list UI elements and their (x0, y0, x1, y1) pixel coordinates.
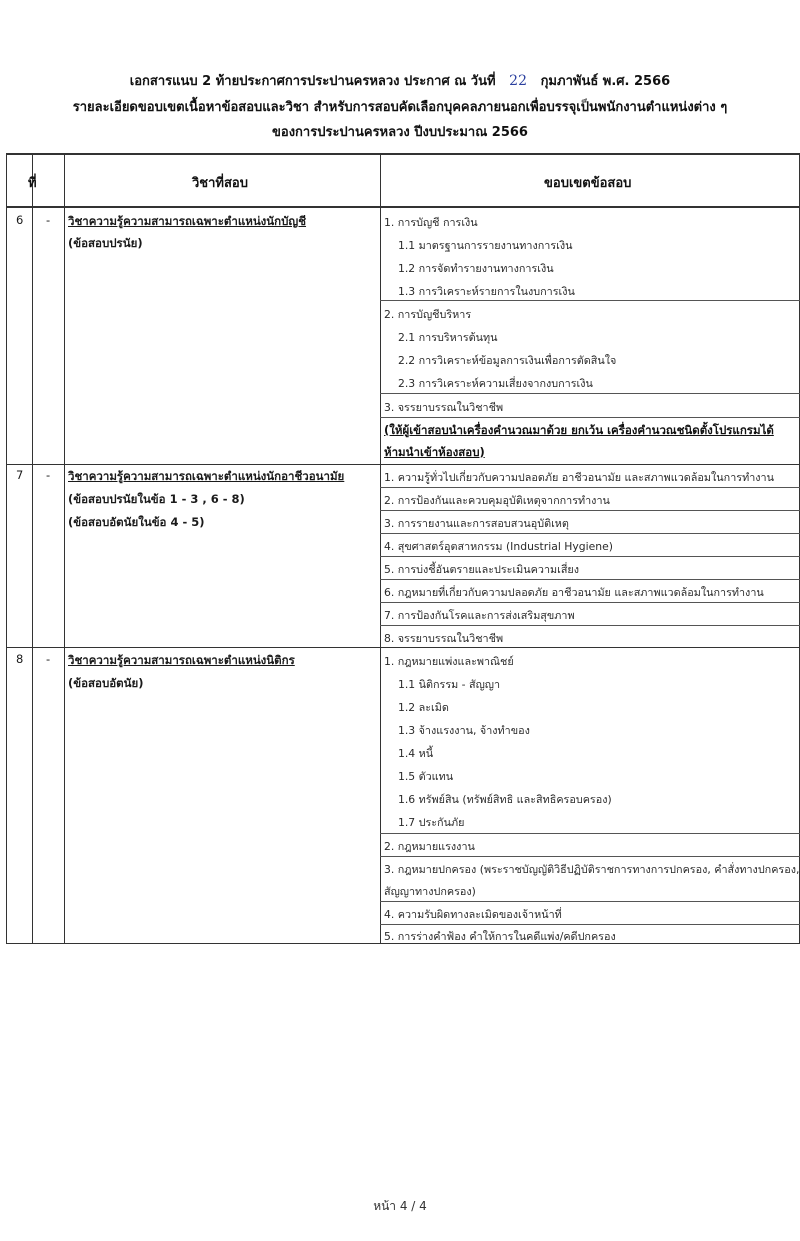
row-number: 8 (16, 652, 24, 666)
subject-note: (ข้อสอบปรนัย) (68, 236, 143, 250)
scope-separator (380, 487, 800, 488)
row-number: 7 (16, 468, 24, 482)
header-divider (6, 206, 800, 208)
scope-item: 7. การป้องกันโรคและการส่งเสริมสุขภาพ (384, 609, 575, 622)
scope-separator (380, 924, 800, 925)
scope-item: 2. การบัญชีบริหาร (384, 308, 472, 321)
calculator-warning: (ให้ผู้เข้าสอบนำเครื่องคำนวณมาด้วย ยกเว้น เครื่องคำนวณชนิดตั้งโปรแกรมได้ (384, 423, 774, 437)
row-dash: - (46, 468, 51, 482)
scope-separator (380, 901, 800, 902)
row-number: 6 (16, 213, 24, 227)
page-number: หน้า 4 / 4 (373, 1199, 427, 1213)
scope-item: 2. กฎหมายแรงงาน (384, 840, 475, 853)
row-divider (6, 647, 800, 648)
row-dash: - (46, 213, 51, 227)
scope-subitem: 1.1 นิติกรรม - สัญญา (398, 678, 501, 691)
scope-separator (380, 856, 800, 857)
subject-title: วิชาความรู้ความสามารถเฉพาะตำแหน่งนิติกร (68, 653, 295, 667)
scope-item: 1. การบัญชี การเงิน (384, 216, 478, 229)
header-line1-prefix: เอกสารแนบ 2 ท้ายประกาศการประปานครหลวง ประกาศ ณ วันที่ (129, 74, 496, 89)
scope-item: 1. ความรู้ทั่วไปเกี่ยวกับความปลอดภัย อาชีวอนามัย และสภาพแวดล้อมในการทำงาน (384, 471, 774, 484)
handwritten-day: 22 (509, 73, 527, 89)
calculator-warning: ห้ามนำเข้าห้องสอบ) (384, 445, 485, 459)
scope-subitem: 1.6 ทรัพย์สิน (ทรัพย์สิทธิ และสิทธิครอบครอง) (398, 793, 612, 806)
header-subject: วิชาที่สอบ (192, 176, 248, 191)
scope-separator (380, 602, 800, 603)
header-no: ที่ (28, 176, 37, 191)
scope-subitem: 1.5 ตัวแทน (398, 770, 454, 783)
scope-subitem: 1.1 มาตรฐานการรายงานทางการเงิน (398, 239, 573, 252)
scope-separator (380, 510, 800, 511)
subject-note: (ข้อสอบปรนัยในข้อ 1 - 3 , 6 - 8) (68, 492, 245, 506)
scope-item: 8. จรรยาบรรณในวิชาชีพ (384, 632, 504, 645)
scope-subitem: 1.7 ประกันภัย (398, 816, 465, 829)
column-divider (64, 153, 65, 944)
column-divider (32, 153, 33, 944)
header-line1-suffix: กุมภาพันธ์ พ.ศ. 2566 (540, 74, 671, 89)
subject-title: วิชาความรู้ความสามารถเฉพาะตำแหน่งนักอาชีวอนามัย (68, 469, 345, 483)
scope-item-continued: สัญญาทางปกครอง) (384, 885, 476, 898)
scope-item: 6. กฎหมายที่เกี่ยวกับความปลอดภัย อาชีวอนามัย และสภาพแวดล้อมในการทำงาน (384, 586, 764, 599)
table-border-top (6, 153, 800, 155)
scope-subitem: 2.3 การวิเคราะห์ความเสี่ยงจากงบการเงิน (398, 377, 593, 390)
column-divider (380, 153, 381, 944)
table-border-left (6, 153, 7, 944)
scope-subitem: 1.3 การวิเคราะห์รายการในงบการเงิน (398, 285, 575, 298)
scope-separator (380, 533, 800, 534)
scope-separator (380, 393, 800, 394)
scope-item: 1. กฎหมายแพ่งและพาณิชย์ (384, 655, 514, 668)
scope-separator (380, 833, 800, 834)
scope-item: 5. การบ่งชี้อันตรายและประเมินความเสี่ยง (384, 563, 580, 576)
doc-header-line1 (0, 70, 800, 91)
scope-item: 4. สุขศาสตร์อุตสาหกรรม (Industrial Hygiene) (384, 540, 613, 553)
scope-subitem: 2.2 การวิเคราะห์ข้อมูลการเงินเพื่อการตัดสินใจ (398, 354, 617, 367)
row-divider (6, 464, 800, 465)
doc-header-line3: ของการประปานครหลวง ปีงบประมาณ 2566 (272, 125, 528, 140)
scope-subitem: 1.3 จ้างแรงงาน, จ้างทำของ (398, 724, 530, 737)
scope-separator (380, 300, 800, 301)
header-scope: ขอบเขตข้อสอบ (544, 176, 632, 191)
exam-scope-table (6, 153, 800, 944)
subject-note: (ข้อสอบอัตนัยในข้อ 4 - 5) (68, 515, 205, 529)
doc-header-line2: รายละเอียดขอบเขตเนื้อหาข้อสอบและวิชา สำหรับการสอบคัดเลือกบุคคลภายนอกเพื่อบรรจุเป็นพนักงานตำแหน่งต่าง ๆ (72, 100, 728, 115)
subject-title: วิชาความรู้ความสามารถเฉพาะตำแหน่งนักบัญชี (68, 214, 307, 228)
scope-item: 2. การป้องกันและควบคุมอุบัติเหตุจากการทำงาน (384, 494, 610, 507)
scope-separator (380, 417, 800, 418)
scope-item: 3. จรรยาบรรณในวิชาชีพ (384, 401, 504, 414)
scope-subitem: 2.1 การบริหารต้นทุน (398, 331, 498, 344)
scope-item: 4. ความรับผิดทางละเมิดของเจ้าหน้าที่ (384, 908, 562, 921)
scope-item: 3. กฎหมายปกครอง (พระราชบัญญัติวิธีปฏิบัติราชการทางการปกครอง, คำสั่งทางปกครอง, (384, 863, 800, 876)
scope-separator (380, 579, 800, 580)
scope-item: 5. การร่างคำฟ้อง คำให้การในคดีแพ่ง/คดีปกครอง (384, 930, 616, 943)
scope-subitem: 1.2 ละเมิด (398, 701, 449, 714)
scope-item: 3. การรายงานและการสอบสวนอุบัติเหตุ (384, 517, 569, 530)
scope-separator (380, 556, 800, 557)
row-dash: - (46, 652, 51, 666)
scope-subitem: 1.2 การจัดทำรายงานทางการเงิน (398, 262, 554, 275)
subject-note: (ข้อสอบอัตนัย) (68, 676, 144, 690)
scope-separator (380, 625, 800, 626)
scope-subitem: 1.4 หนี้ (398, 747, 434, 760)
